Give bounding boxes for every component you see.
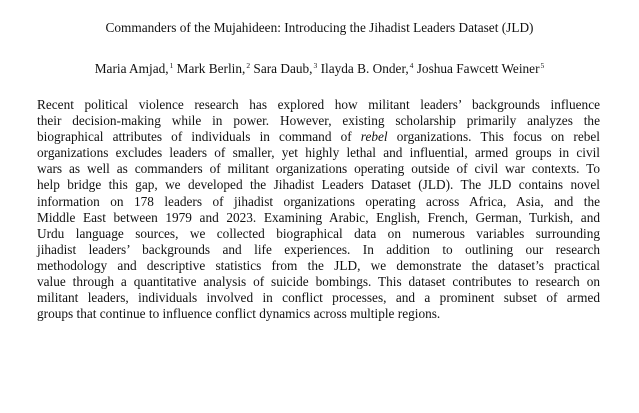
affiliation-number: 1 bbox=[169, 61, 174, 70]
abstract-line: organizations excludes leaders of smaller, yet highly lethal and influential, armed groups in civil bbox=[37, 145, 600, 161]
abstract-line: jihadist leaders’ backgrounds and life experiences. In addition to outlining our research bbox=[37, 241, 600, 257]
affiliation-number: 4 bbox=[409, 61, 414, 70]
abstract-line: Urdu language sources, we collected biographical data on numerous variables surrounding bbox=[37, 225, 600, 241]
author-name: Ilayda B. Onder, bbox=[320, 61, 409, 76]
emphasized-word: rebel bbox=[360, 129, 388, 145]
abstract-line: wars as well as commanders of militant organizations operating outside of civil war contexts. To bbox=[37, 161, 600, 177]
author bbox=[253, 61, 317, 76]
author bbox=[321, 61, 414, 76]
author-name: Sara Daub, bbox=[253, 61, 313, 76]
author-name: Joshua Fawcett Weiner bbox=[416, 61, 540, 76]
author bbox=[177, 61, 250, 76]
author bbox=[417, 61, 545, 76]
abstract-line: value through a quantitative analysis of suicide bombings. This dataset contributes to research on bbox=[37, 274, 600, 290]
affiliation-number: 5 bbox=[540, 61, 545, 70]
affiliation-number: 2 bbox=[246, 61, 251, 70]
abstract-line: information on 178 leaders of jihadist organizations operating across Africa, Asia, and the bbox=[37, 193, 600, 209]
affiliation-number: 3 bbox=[313, 61, 318, 70]
abstract bbox=[37, 97, 600, 322]
author-name: Maria Amjad, bbox=[94, 61, 169, 76]
abstract-line: Recent political violence research has explored how militant leaders’ backgrounds influence bbox=[37, 97, 600, 112]
abstract-line: militant leaders, individuals involved in conflict processes, and a prominent subset of armed bbox=[37, 290, 600, 306]
author-name: Mark Berlin, bbox=[176, 61, 246, 76]
abstract-line: their decision-making while in power. However, existing scholarship primarily analyzes the bbox=[37, 113, 600, 129]
abstract-line: help bridge this gap, we developed the Jihadist Leaders Dataset (JLD). The JLD contains novel bbox=[37, 177, 600, 193]
author-list bbox=[0, 61, 639, 77]
abstract-line: Middle East between 1979 and 2023. Examining Arabic, English, French, German, Turkish, and bbox=[37, 209, 600, 225]
abstract-line: biographical attributes of individuals in command of rebel organizations. This focus on rebel bbox=[37, 129, 600, 145]
abstract-line: methodology and descriptive statistics from the JLD, we demonstrate the dataset’s practical bbox=[37, 257, 600, 273]
abstract-line: groups that continue to influence conflict dynamics across multiple regions. bbox=[37, 306, 441, 322]
author bbox=[95, 61, 174, 76]
paper-title: Commanders of the Mujahideen: Introducing the Jihadist Leaders Dataset (JLD) bbox=[105, 20, 534, 35]
